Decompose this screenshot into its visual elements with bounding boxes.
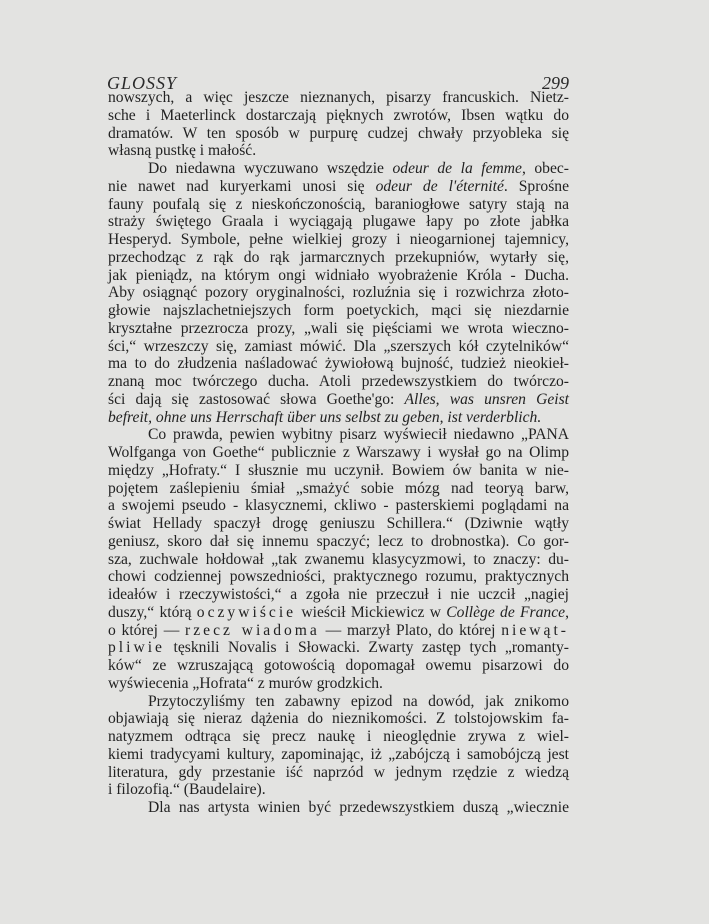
text-line	[108, 302, 569, 320]
text-line	[108, 533, 569, 551]
text-line	[108, 657, 569, 675]
text-segment: fauny poufalą się z nieskończonością, baraniogłowe satyry stają na	[108, 195, 569, 213]
text-line	[108, 249, 569, 267]
text-segment: Co prawda, pewien wybitny pisarz wyświecił niedawno „PANA	[148, 426, 569, 444]
text-line	[108, 409, 569, 427]
text-segment: ,	[565, 603, 569, 621]
text-line	[108, 338, 569, 356]
text-line	[108, 160, 569, 178]
text-line	[108, 355, 569, 373]
text-segment: o której —	[108, 621, 186, 639]
text-line	[108, 231, 569, 249]
text-segment: wieścił Mickiewicz w	[296, 603, 447, 621]
text-segment: sza, zuchwale hołdował „tak zwanemu klasycyzmowi, to znaczy: du-	[108, 550, 569, 568]
text-line	[108, 426, 569, 444]
text-segment: tęsknili Novalis i Słowacki. Zwarty zastęp tych „romanty-	[164, 639, 569, 657]
text-line	[108, 604, 569, 622]
text-line	[108, 107, 569, 125]
text-segment: duszy,“ którą	[108, 603, 197, 621]
text-line	[108, 710, 569, 728]
text-line	[108, 213, 569, 231]
text-segment: ści,“ wrzeszczy się, zamiast mówić. Dla „szerszych kół czytelników“	[108, 337, 569, 355]
text-segment: Aby osiągnąć pozory oryginalności, rozluźnia się i rozwichrza złoto-	[108, 284, 569, 302]
text-segment: przechodząc z rąk do rąk jarmarcznych przekupniów, wytarły się,	[108, 248, 569, 266]
text-line	[108, 764, 569, 782]
text-line	[108, 125, 569, 143]
spaced-text: rzecz wiadoma	[185, 621, 320, 639]
text-line	[108, 444, 569, 462]
text-segment: kiemi tradycyami kultury, zapominając, iż „zabójczą i samobójczą jest	[108, 745, 569, 763]
text-segment: geniusz, skoro dał się innemu spaczyć; lecz to drobnostka). Co gor-	[108, 532, 569, 550]
text-line	[108, 693, 569, 711]
text-segment: ków“ ze wzruszającą gotowością dopomagał owemu pisarzowi do	[108, 657, 569, 674]
text-line	[108, 196, 569, 214]
text-segment: kryształne przezrocza prozy, „wali się pięściami we wrota wieczno-	[108, 319, 569, 337]
text-line	[108, 373, 569, 391]
body-text	[108, 89, 569, 817]
running-title: GLOSSY	[107, 73, 178, 93]
text-segment: ma to do złudzenia naśladować żywiołową bujność, tudzież nieokieł-	[108, 355, 569, 373]
text-segment: własną pustkę i małość.	[108, 142, 257, 160]
text-segment: świat Hellady spaczył drogę geniuszu Schillera.“ (Dziwnie wątły	[108, 515, 569, 532]
spaced-text: pliwie	[108, 639, 165, 657]
text-segment: nowszych, a więc jeszcze nieznanych, pisarzy francuskich. Nietz-	[108, 89, 569, 106]
text-segment: a swojemi pseudo - klasycznemi, ckliwo - pasterskiemi poglądami na	[108, 497, 569, 515]
text-segment: między „Hofraty.“ I słusznie mu uczynił. Bowiem ów banita w nie-	[108, 461, 569, 479]
italic-text: odeur de l'éternité	[375, 177, 504, 195]
text-line	[108, 675, 569, 693]
text-segment: Dla nas artysta winien być przedewszystkiem duszą „wiecznie	[148, 799, 569, 816]
text-line	[108, 178, 569, 196]
text-segment: , obec-	[521, 160, 569, 177]
text-line	[108, 480, 569, 498]
text-line	[108, 497, 569, 515]
spaced-text: niewąt-	[501, 621, 569, 639]
text-segment: chowi codziennej powszedniości, praktycznego rozumu, praktycznych	[108, 568, 569, 586]
text-segment: Hesperyd. Symbole, pełne wielkiej grozy i nieogarnionej tajemnicy,	[108, 231, 569, 248]
text-line	[108, 89, 569, 107]
text-line	[108, 781, 569, 799]
text-line	[108, 728, 569, 746]
text-segment: głowie najszlachetniejszych form poetyckich, mąci się niezdarnie	[108, 302, 569, 319]
text-segment: jak pieniądz, na którym ongi widniało wyobrażenie Króla - Ducha.	[108, 266, 569, 284]
text-segment: Przytoczyliśmy ten zabawny epizod na dowód, jak znikomo	[148, 692, 569, 710]
text-line	[108, 267, 569, 285]
text-segment: literatura, gdy przestanie iść naprzód w jednym rzędzie z wiedzą	[108, 763, 569, 781]
text-segment: . Sprośne	[503, 177, 569, 195]
text-segment: pojętem zaślepieniu śmiał „smażyć sobie mózg nad teoryą barw,	[108, 479, 569, 497]
text-line	[108, 391, 569, 409]
text-line	[108, 746, 569, 764]
text-segment: Do niedawna wyczuwano wszędzie	[148, 160, 393, 177]
text-segment: straży świętego Graala i wyciągają plugawe łapy po złote jabłka	[108, 213, 569, 231]
text-line	[108, 462, 569, 480]
text-segment: ideałów i rzeczywistości,“ a zgoła nie przeczuł i nie uczcił „nagiej	[108, 586, 569, 603]
text-segment: Wolfganga von Goethe“ publicznie z Warszawy i wysłał go na Olimp	[108, 444, 569, 461]
spaced-text: oczywiście	[196, 603, 297, 621]
text-segment: znaną moc twórczego ducha. Atoli przedewszystkiem do twórczo-	[108, 373, 569, 390]
text-segment: i filozofią.“ (Baudelaire).	[108, 781, 266, 799]
text-line	[108, 622, 569, 640]
text-line	[108, 320, 569, 338]
text-segment: — marzył Plato, do której	[319, 621, 502, 639]
italic-text: Collège de France	[446, 603, 566, 621]
text-segment: nie nawet nad kuryerkami unosi się	[108, 177, 376, 195]
text-line	[108, 586, 569, 604]
text-line	[108, 551, 569, 569]
text-line	[108, 515, 569, 533]
italic-text: Alles, was unsren Geist	[404, 390, 569, 408]
text-line	[108, 284, 569, 302]
text-line	[108, 639, 569, 657]
text-line	[108, 799, 569, 817]
text-segment: wyświecenia „Hofrata“ z murów grodzkich.	[108, 674, 383, 692]
text-segment: ści dają się zastosować słowa Goethe'go:	[108, 390, 405, 408]
text-segment: natyzmem odtrąca się precz naukę i nieoględnie zrywa z wiel-	[108, 728, 569, 745]
text-segment: sche i Maeterlinck dostarczają pięknych zwrotów, Ibsen wątku do	[108, 106, 569, 124]
italic-text: befreit, ohne uns Herrschaft über uns selbst zu geben, ist verderblich.	[108, 408, 542, 426]
text-segment: objawiają się nieraz dążenia do nieznikomości. Z tolstojowskim fa-	[108, 710, 569, 728]
text-line	[108, 142, 569, 160]
italic-text: odeur de la femme	[392, 160, 522, 177]
text-segment: dramatów. W ten sposób w purpurę cudzej chwały przyobleka się	[108, 124, 569, 142]
page-number: 299	[542, 73, 569, 93]
text-line	[108, 568, 569, 586]
